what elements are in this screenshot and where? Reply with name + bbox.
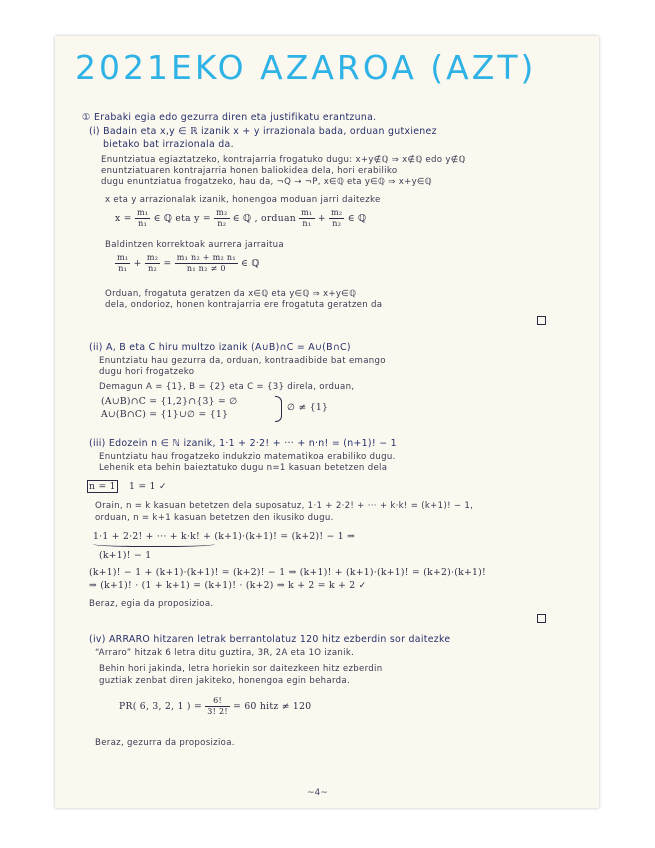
fraction [299, 208, 314, 229]
numerator: m₁ n₂ + m₂ n₁ [176, 253, 236, 262]
math-line: ∅ ≠ {1} [287, 402, 329, 413]
denominator: n₁ [138, 219, 148, 228]
text-line: guztiak zenbat diren jakiteko, honengoa egin beharda. [99, 676, 351, 686]
math-text: ∈ ℚ , orduan [232, 213, 296, 224]
math-line [87, 481, 167, 492]
math-line: A∪(B∩C) = {1}∪∅ = {1} [101, 409, 229, 420]
math-text: PR( 6, 3, 2, 1 ) = [119, 701, 203, 712]
text-line: Orduan, frogatuta geratzen da x∈ℚ eta y∈ℚ ⇒ x+y∈ℚ [105, 289, 357, 299]
denominator: n₂ [332, 219, 342, 228]
text-line: Orain, n = k kasuan betetzen dela suposatuz, 1·1 + 2·2! + ··· + k·k! = (k+1)! − 1, [95, 501, 474, 511]
numerator: m₂ [216, 208, 228, 217]
numerator: m₂ [146, 253, 159, 262]
text-line: Demagun A = {1}, B = {2} eta C = {3} direla, orduan, [99, 382, 355, 392]
text-line: Enuntziatu hau frogatzeko indukzio matematikoa erabiliko dugu. [99, 452, 396, 462]
fraction [115, 253, 130, 274]
text-line: dugu hori frogatzeko [99, 367, 195, 377]
math-line: (A∪B)∩C = {1,2}∩{3} = ∅ [101, 396, 238, 407]
page-number: ~4~ [307, 788, 328, 798]
text-line: x eta y arrazionalak izanik, honengoa moduan jarri daitezke [105, 195, 381, 205]
qed-box [537, 614, 546, 623]
text-line: orduan, n = k+1 kasuan betetzen den ikusiko dugu. [95, 513, 334, 523]
math-text: = [163, 258, 172, 269]
denominator: n₂ [148, 264, 158, 273]
math-line: 1·1 + 2·2! + ··· + k·k! + (k+1)·(k+1)! = (k+2)! − 1 ⇒ [93, 531, 356, 542]
curly-brace [275, 396, 282, 422]
statement-ii: (ii) A, B eta C hiru multzo izanik (A∪B)∩C = A∪(B∩C) [89, 342, 351, 353]
math-text: x = [115, 213, 132, 224]
text-line: enuntziatuaren kontrajarria honen baliokidea dela, hori erabiliko [101, 166, 398, 176]
exercise-instruction: ① Erabaki egia edo gezurra diren eta justifikatu erantzuna. [82, 112, 377, 123]
denominator: n₁ [302, 219, 312, 228]
text-line: “Arraro” hitzak 6 letra ditu guztira, 3R, 2A eta 1O izanik. [95, 648, 355, 658]
statement-iii: (iii) Edozein n ∈ ℕ izanik, 1·1 + 2·2! + ··· + n·n! = (n+1)! − 1 [89, 438, 397, 449]
text-line: Enuntziatua egiaztatzeko, kontrajarria frogatuko dugu: x+y∉ℚ ⇒ x∉ℚ edo y∉ℚ [101, 155, 466, 165]
math-text: ∈ ℚ eta y = [153, 213, 211, 224]
numerator: m₂ [331, 208, 343, 217]
numerator: m₁ [301, 208, 313, 217]
text-line: Enuntziatu hau gezurra da, orduan, kontraadibide bat emango [99, 356, 386, 366]
fraction [175, 253, 238, 274]
numerator: m₁ [136, 208, 149, 217]
text-line: Behin hori jakinda, letra horiekin sor daitezkeen hitz ezberdin [99, 664, 383, 674]
numerator: m₁ [117, 253, 129, 262]
denominator: n₂ [217, 219, 227, 228]
fraction [329, 208, 344, 229]
math-text: + [133, 258, 142, 269]
denominator: 3! 2! [207, 707, 228, 716]
numerator: 6! [205, 696, 230, 707]
fraction [214, 208, 229, 229]
text-line: dela, ondorioz, honen kontrajarria ere frogatuta geratzen da [105, 300, 383, 310]
math-text: + [317, 213, 326, 224]
qed-box [537, 316, 546, 325]
statement-i-line1: (i) Badain eta x,y ∈ ℝ izanik x + y irrazionala bada, orduan gutxienez [89, 126, 437, 137]
underbrace [93, 540, 215, 547]
boxed-case: n = 1 [89, 481, 116, 492]
denominator: n₁ [118, 264, 128, 273]
math-line: (k+1)! − 1 + (k+1)·(k+1)! = (k+2)! − 1 ⇒ (k+1)! + (k+1)·(k+1)! = (k+2)·(k+1)! [89, 567, 486, 578]
page-title: 2021EKO AZAROA (AZT) [75, 48, 537, 87]
text-line: Lehenik eta behin baieztatuko dugu n=1 kasuan betetzen dela [99, 463, 388, 473]
text-line: Baldintzen korrektoak aurrera jarraitua [105, 240, 284, 250]
statement-i-line2: bietako bat irrazionala da. [103, 139, 234, 150]
math-line-sum [115, 253, 260, 274]
statement-iv: (iv) ARRARO hitzaren letrak berrantolatuz 120 hitz ezberdin sor daitezke [89, 634, 451, 645]
math-text: = 60 hitz ≠ 120 [233, 701, 312, 712]
text-line: Beraz, egia da proposizioa. [89, 599, 214, 609]
math-line: ⇒ (k+1)! · (1 + k+1) = (k+1)! · (k+2) ⇒ k + 2 = k + 2 ✓ [89, 580, 367, 591]
math-text: ∈ ℚ [347, 213, 367, 224]
math-line: (k+1)! − 1 [99, 550, 152, 561]
math-line-permutation [119, 696, 311, 717]
math-text: 1 = 1 ✓ [129, 481, 167, 492]
math-line-fractions [115, 208, 366, 229]
fraction [135, 208, 150, 229]
text-line: Beraz, gezurra da proposizioa. [95, 738, 235, 748]
math-text: ∈ ℚ [241, 258, 260, 269]
text-line: dugu enuntziatua frogatzeko, hau da, ¬Q → ¬P, x∈ℚ eta y∈ℚ ⇒ x+y∈ℚ [101, 177, 432, 187]
fraction [205, 696, 230, 717]
notebook-page [55, 36, 599, 808]
denominator: n₁ n₂ ≠ 0 [186, 264, 226, 273]
fraction [145, 253, 160, 274]
